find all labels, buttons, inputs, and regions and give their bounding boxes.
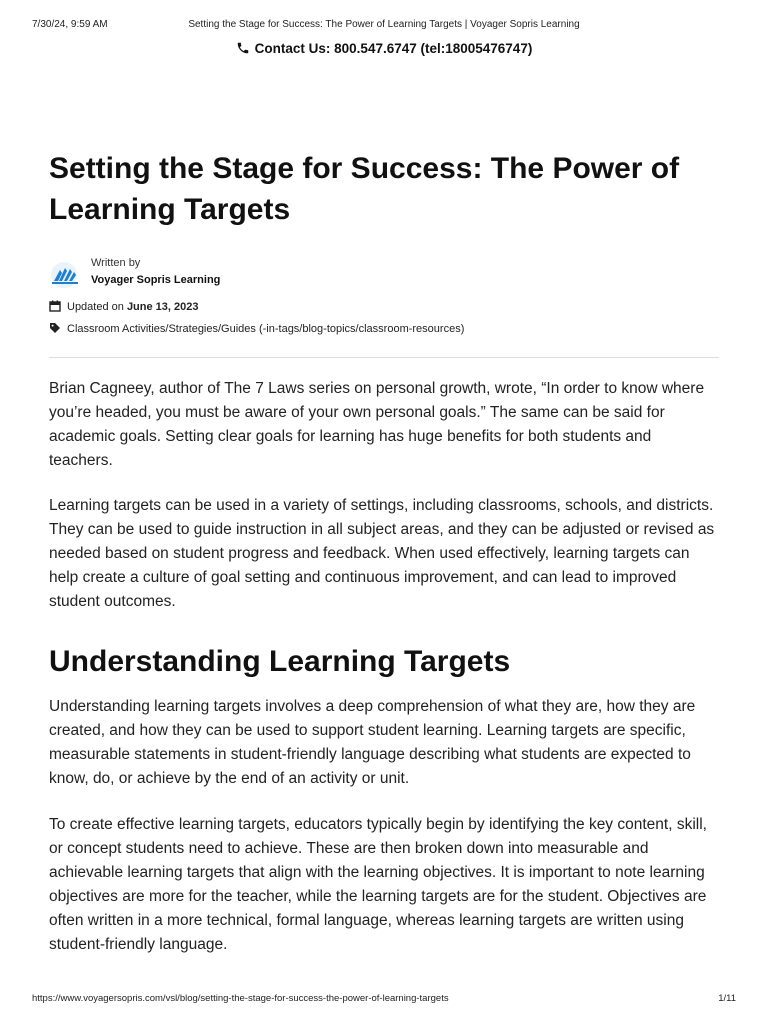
updated-line <box>49 300 199 313</box>
voyager-logo-icon <box>49 259 82 289</box>
updated-date: June 13, 2023 <box>126 301 199 313</box>
section-paragraph: To create effective learning targets, educators typically begin by identifying the key content, skill, or concept students need to achieve. These are then broken down into measurable and achievable learning targets that align with the learning objectives. It is important to note learning objectives are more for the teacher, while the learning targets are for the student. Objectives are often written in a more technical, formal language, whereas learning targets are written using student-friendly language. <box>49 816 707 953</box>
category-link[interactable]: Classroom Activities/Strategies/Guides (-in-tags/blog-topics/classroom-resources) <box>67 323 465 335</box>
page-number: 1/11 <box>718 993 736 1004</box>
phone-icon <box>236 41 250 58</box>
section-heading: Understanding Learning Targets <box>49 645 511 678</box>
calendar-icon <box>49 300 61 312</box>
divider <box>49 357 719 358</box>
print-page-title: Setting the Stage for Success: The Power of Learning Targets | Voyager Sopris Learning <box>188 19 580 30</box>
contact-link[interactable] <box>0 41 768 58</box>
print-header <box>32 19 736 33</box>
author-label: Written by <box>91 257 141 269</box>
page-url: https://www.voyagersopris.com/vsl/blog/setting-the-stage-for-success-the-power-of-learning-targets <box>32 993 449 1004</box>
section-paragraph: Understanding learning targets involves a deep comprehension of what they are, how they are created, and how they can be used to support student learning. Learning targets are specific, measurable statements in student-friendly language describing what students are expected to know, do, or achieve by the end of an activity or unit. <box>49 698 696 787</box>
print-footer <box>32 993 736 1007</box>
print-datetime: 7/30/24, 9:59 AM <box>32 19 108 30</box>
tag-icon <box>49 322 61 334</box>
page-title: Setting the Stage for Success: The Power of Learning Targets <box>49 152 680 226</box>
contact-text: Contact Us: 800.547.6747 (tel:18005476747) <box>254 41 533 56</box>
author-name-link[interactable]: Voyager Sopris Learning <box>91 274 221 286</box>
intro-paragraph: Brian Cagneey, author of The 7 Laws series on personal growth, wrote, “In order to know where you’re headed, you must be aware of your own personal goals.” The same can be said for academic goals. Setting clear goals for learning has huge benefits for both students and teachers. <box>49 380 705 469</box>
categories-line <box>49 322 464 335</box>
updated-prefix: Updated on <box>67 301 127 313</box>
body-paragraph: Learning targets can be used in a variety of settings, including classrooms, schools, and districts. They can be used to guide instruction in all subject areas, and they can be adjusted or revised as needed based on student progress and feedback. When used effectively, learning targets can help create a culture of goal setting and continuous improvement, and can lead to improved student outcomes. <box>49 497 715 610</box>
